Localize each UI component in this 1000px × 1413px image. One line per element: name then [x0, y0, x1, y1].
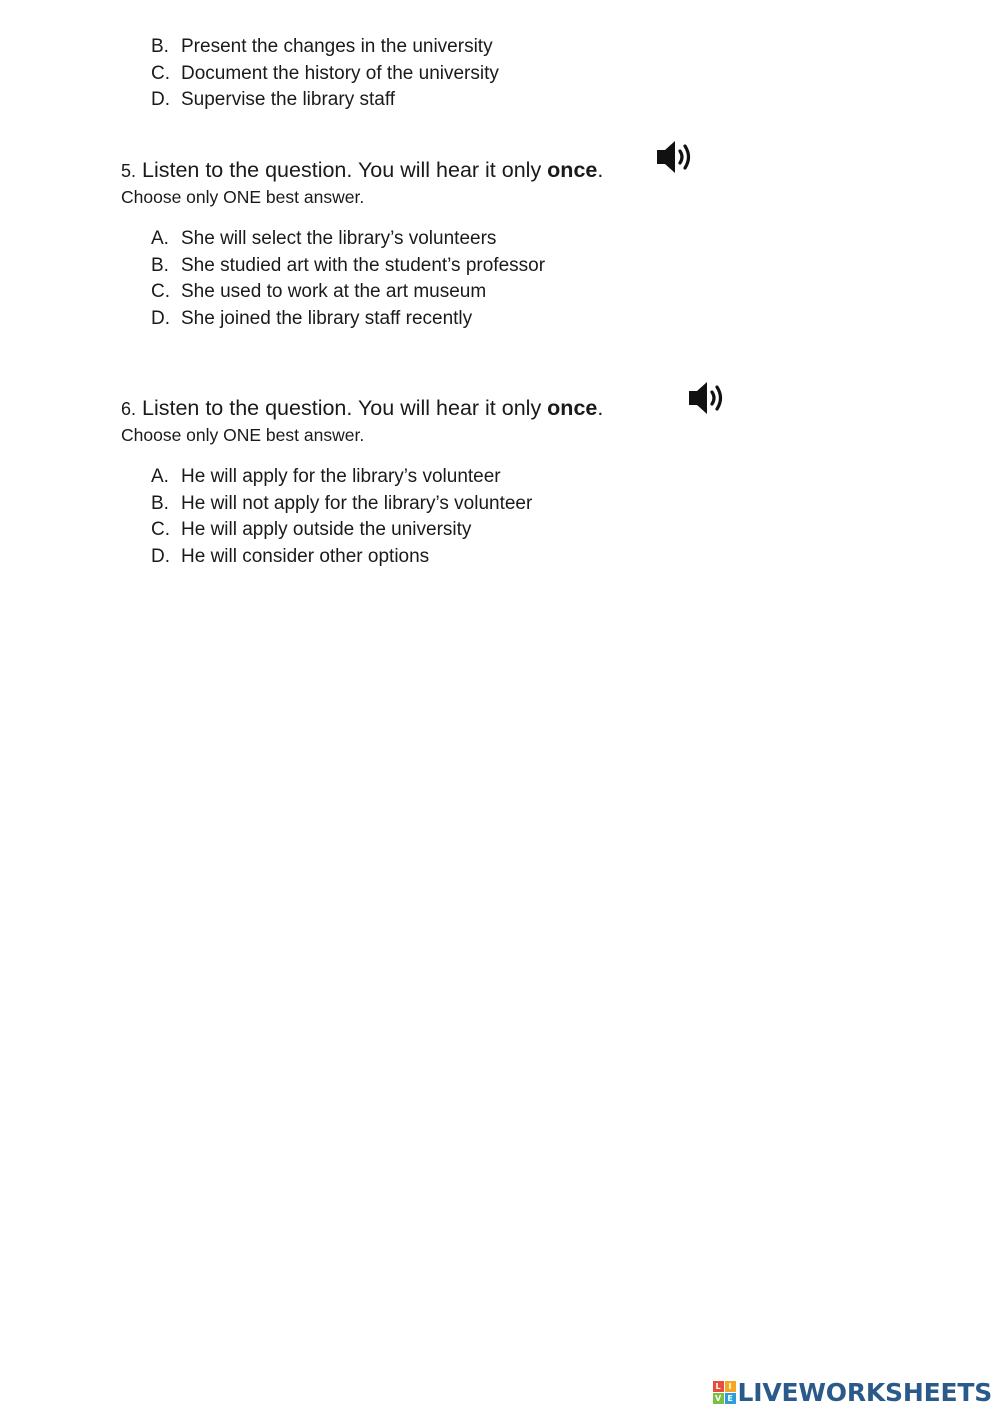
option-letter: A. — [151, 228, 169, 249]
option-text: She joined the library staff recently — [181, 308, 473, 330]
option-letter: C. — [151, 281, 170, 303]
live-badge-icon — [713, 1381, 736, 1404]
option-text: He will apply for the library’s volunteer — [181, 466, 501, 487]
question-5-instruction: Choose only ONE best answer. — [121, 187, 365, 207]
option-letter: D. — [151, 308, 170, 330]
speaker-icon-graphic — [655, 138, 697, 176]
badge-letter: E — [725, 1393, 736, 1404]
option-c[interactable] — [151, 517, 532, 544]
option-b[interactable] — [151, 491, 532, 518]
speaker-icon[interactable] — [655, 138, 697, 176]
option-letter: A. — [151, 466, 169, 487]
option-c[interactable] — [151, 61, 499, 88]
option-text: She used to work at the art museum — [181, 281, 487, 303]
option-d[interactable] — [151, 87, 499, 114]
question-prompt-emphasis: once — [547, 158, 598, 182]
badge-letter: L — [713, 1381, 724, 1392]
question-6-instruction: Choose only ONE best answer. — [121, 425, 365, 445]
option-text: She will select the library’s volunteers — [181, 228, 497, 249]
option-b[interactable] — [151, 253, 545, 280]
option-text: Document the history of the university — [181, 62, 499, 84]
option-text: Present the changes in the university — [181, 36, 493, 57]
option-text: He will apply outside the university — [181, 519, 472, 541]
option-c[interactable] — [151, 279, 545, 306]
option-letter: C. — [151, 62, 170, 84]
option-letter: B. — [151, 36, 169, 57]
question-number: 6. — [121, 399, 137, 419]
question-5-prompt — [121, 157, 603, 184]
previous-question-options — [151, 34, 499, 114]
option-a[interactable] — [151, 464, 532, 491]
option-letter: D. — [151, 89, 170, 111]
option-text: He will not apply for the library’s volunteer — [181, 492, 533, 514]
question-6-options — [151, 464, 532, 571]
option-text: Supervise the library staff — [181, 89, 396, 111]
question-prompt-text: Listen to the question. You will hear it only — [136, 158, 548, 182]
brand-name: LIVEWORKSHEETS — [737, 1377, 992, 1407]
option-letter: C. — [151, 519, 170, 541]
badge-letter: I — [725, 1381, 736, 1392]
speaker-icon[interactable] — [687, 379, 729, 417]
option-text: He will consider other options — [181, 546, 430, 568]
option-letter: B. — [151, 492, 169, 514]
liveworksheets-logo — [713, 1375, 992, 1409]
option-letter: B. — [151, 254, 169, 276]
question-prompt-text: Listen to the question. You will hear it only — [136, 396, 548, 420]
option-d[interactable] — [151, 544, 532, 571]
question-prompt-emphasis: once — [547, 396, 598, 420]
option-letter: D. — [151, 546, 170, 568]
question-prompt-end: . — [597, 158, 604, 182]
speaker-icon-graphic — [687, 379, 729, 417]
option-b[interactable] — [151, 34, 499, 61]
option-d[interactable] — [151, 306, 545, 333]
question-5-options — [151, 226, 545, 333]
question-6-prompt — [121, 395, 603, 422]
question-prompt-end: . — [597, 396, 604, 420]
badge-letter: V — [713, 1393, 724, 1404]
option-text: She studied art with the student’s professor — [181, 254, 546, 276]
question-number: 5. — [121, 161, 137, 181]
option-a[interactable] — [151, 226, 545, 253]
